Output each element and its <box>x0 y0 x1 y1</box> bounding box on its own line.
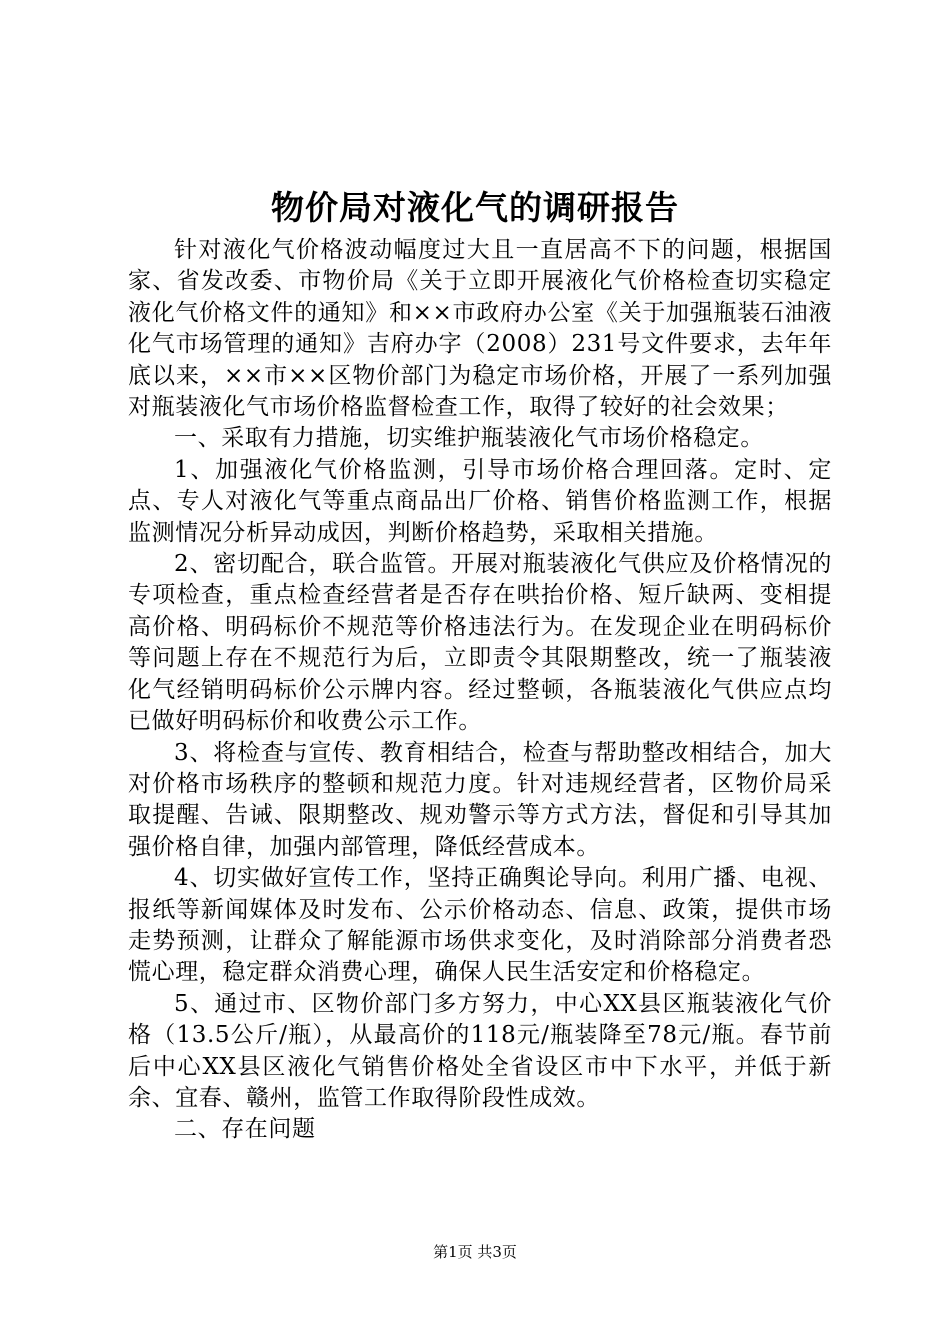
paragraph-item-4: 4、切实做好宣传工作，坚持正确舆论导向。利用广播、电视、报纸等新闻媒体及时发布、公示价格动态、信息、政策，提供市场走势预测，让群众了解能源市场供求变化，及时消除部分消费者恐慌心理，稳定群众消费心理，确保人民生活安定和价格稳定。 <box>128 865 832 986</box>
page-number-footer: 第1页 共3页 <box>433 1243 517 1261</box>
section-heading-measures: 一、采取有力措施，切实维护瓶装液化气市场价格稳定。 <box>174 425 764 452</box>
document-title: 物价局对液化气的调研报告 <box>271 188 679 227</box>
paragraph-item-5: 5、通过市、区物价部门多方努力，中心XX县区瓶装液化气价格（13.5公斤/瓶），从最高价的118元/瓶装降至78元/瓶。春节前后中心XX县区液化气销售价格处全省设区市中下水平，并低于新余、宜春、赣州，监管工作取得阶段性成效。 <box>128 990 832 1111</box>
paragraph-item-2: 2、密切配合，联合监管。开展对瓶装液化气供应及价格情况的专项检查，重点检查经营者是否存在哄抬价格、短斤缺两、变相提高价格、明码标价不规范等价格违法行为。在发现企业在明码标价等问题上存在不规范行为后，立即责令其限期整改，统一了瓶装液化气经销明码标价公示牌内容。经过整顿，各瓶装液化气供应点均已做好明码标价和收费公示工作。 <box>128 551 832 735</box>
section-heading-problems: 二、存在问题 <box>174 1116 316 1143</box>
paragraph-item-3: 3、将检查与宣传、教育相结合，检查与帮助整改相结合，加大对价格市场秩序的整顿和规范力度。针对违规经营者，区物价局采取提醒、告诫、限期整改、规劝警示等方式方法，督促和引导其加强价格自律，加强内部管理，降低经营成本。 <box>128 739 832 860</box>
document-body <box>128 235 832 1146</box>
paragraph-intro: 针对液化气价格波动幅度过大且一直居高不下的问题，根据国家、省发改委、市物价局《关于立即开展液化气价格检查切实稳定液化气价格文件的通知》和××市政府办公室《关于加强瓶装石油液化气市场管理的通知》吉府办字（2008）231号文件要求，去年年底以来，××市××区物价部门为稳定市场价格，开展了一系列加强对瓶装液化气市场价格监督检查工作，取得了较好的社会效果； <box>128 237 832 421</box>
paragraph-item-1: 1、加强液化气价格监测，引导市场价格合理回落。定时、定点、专人对液化气等重点商品出厂价格、销售价格监测工作，根据监测情况分析异动成因，判断价格趋势，采取相关措施。 <box>128 456 832 546</box>
